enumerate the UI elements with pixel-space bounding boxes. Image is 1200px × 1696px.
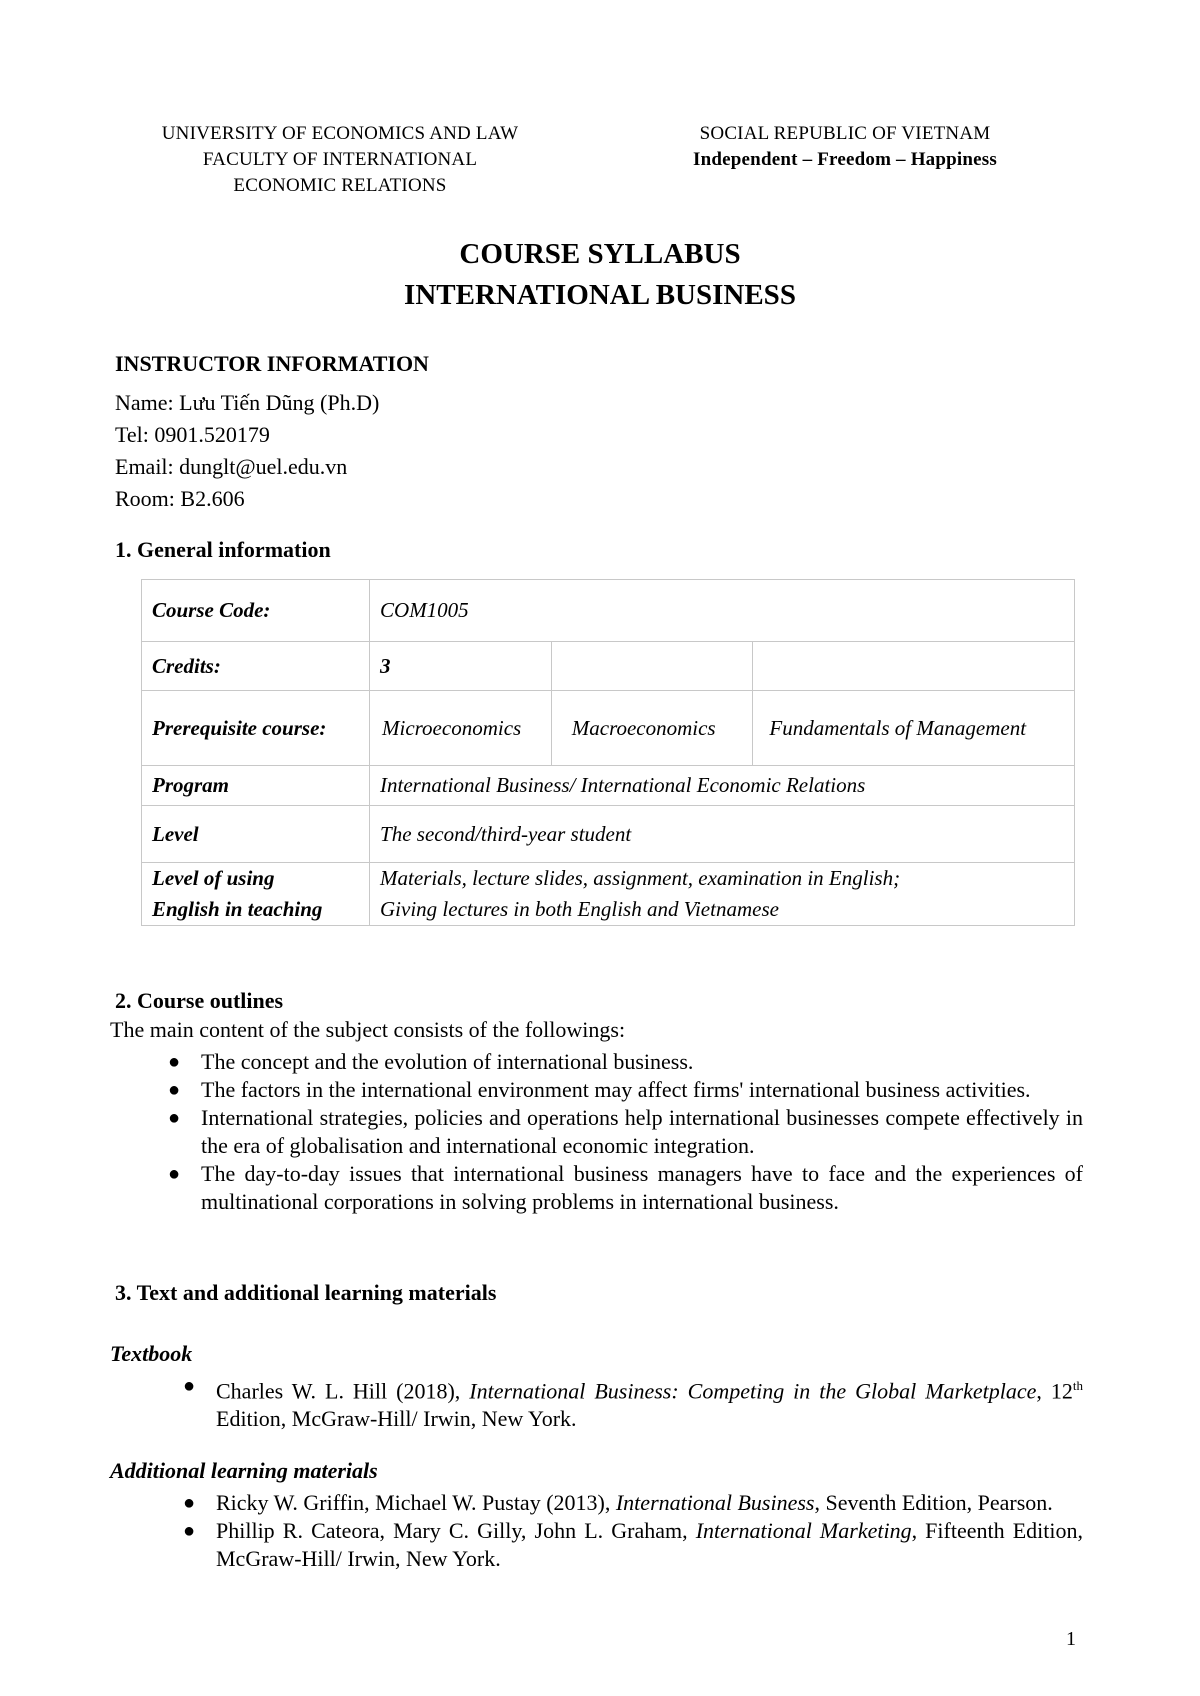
english-level-label-line2: English in teaching: [152, 897, 323, 921]
textbook-list: [183, 1372, 1083, 1433]
additional-materials-heading: Additional learning materials: [110, 1458, 378, 1483]
list-item: ● International strategies, policies and operations help international businesses compete effectively in the era of globalisation and international economic integration.: [168, 1105, 1083, 1158]
bullet-icon: ●: [183, 1520, 196, 1542]
faculty-name-line1: FACULTY OF INTERNATIONAL: [202, 149, 478, 170]
english-level-label-line1: Level of using: [152, 866, 275, 890]
faculty-name-line2: ECONOMIC RELATIONS: [233, 175, 447, 196]
section1-heading: 1. General information: [115, 537, 331, 562]
country-name: SOCIAL REPUBLIC OF VIETNAM: [699, 123, 991, 144]
bullet-icon: ●: [168, 1107, 181, 1129]
level-value: The second/third-year student: [370, 806, 1075, 863]
textbook-heading: Textbook: [110, 1341, 193, 1366]
country-header: [640, 121, 1050, 173]
country-motto: Independent – Freedom – Happiness: [693, 149, 997, 170]
instructor-info: [115, 351, 429, 515]
university-header: [100, 121, 580, 199]
table-row: [142, 766, 1075, 806]
table-row: [142, 863, 1075, 926]
list-item: ● Phillip R. Cateora, Mary C. Gilly, John L. Graham, International Marketing, Fifteenth Edition, McGraw-Hill/ Irwin, New York.: [183, 1518, 1083, 1571]
university-name: UNIVERSITY OF ECONOMICS AND LAW: [161, 123, 519, 144]
bullet-icon: ●: [183, 1492, 196, 1514]
course-title: INTERNATIONAL BUSINESS: [404, 279, 796, 311]
table-row: [142, 642, 1075, 691]
prereq-item: Fundamentals of Management: [753, 691, 1075, 766]
general-info-table: [141, 579, 1075, 926]
section3-heading: 3. Text and additional learning materials: [115, 1280, 497, 1305]
instructor-room: Room: B2.606: [115, 486, 245, 511]
instructor-email: Email: dunglt@uel.edu.vn: [115, 454, 348, 479]
credits-value: 3: [370, 642, 552, 691]
bullet-icon: ●: [183, 1375, 196, 1397]
list-item: ● Ricky W. Griffin, Michael W. Pustay (2013), International Business, Seventh Edition, Pearson.: [183, 1490, 1053, 1515]
prereq-label: Prerequisite course:: [142, 691, 370, 766]
additional-materials-list: [183, 1489, 1083, 1573]
instructor-tel: Tel: 0901.520179: [115, 422, 270, 447]
program-value: International Business/ International Economic Relations: [370, 766, 1075, 806]
list-item: ● The day-to-day issues that international business managers have to face and the experiences of multinational corporations in solving problems in international business.: [168, 1161, 1083, 1214]
level-label: Level: [142, 806, 370, 863]
bullet-icon: ●: [168, 1079, 181, 1101]
bullet-icon: ●: [168, 1163, 181, 1185]
course-code-value: COM1005: [370, 580, 1075, 642]
english-level-value-line1: Materials, lecture slides, assignment, examination in English;: [380, 866, 901, 890]
list-item: ● The concept and the evolution of international business.: [168, 1049, 694, 1074]
english-level-label: [142, 863, 370, 926]
program-label: Program: [142, 766, 370, 806]
english-level-value: [370, 863, 1075, 926]
course-code-label: Course Code:: [142, 580, 370, 642]
list-item: ● Charles W. L. Hill (2018), International Business: Competing in the Global Marketplace, 12th Edition, McGraw-Hill/ Irwin, New York.: [216, 1372, 1083, 1433]
table-row: [142, 580, 1075, 642]
instructor-name: Name: Lưu Tiến Dũng (Ph.D): [115, 390, 380, 415]
prereq-item: Macroeconomics: [551, 691, 753, 766]
prereq-item: Microeconomics: [370, 691, 552, 766]
empty-cell: [753, 642, 1075, 691]
list-item: ● The factors in the international environment may affect firms' international business activities.: [168, 1077, 1031, 1102]
table-row: [142, 806, 1075, 863]
course-outline-list: [168, 1048, 1083, 1216]
instructor-heading: INSTRUCTOR INFORMATION: [115, 351, 429, 376]
empty-cell: [551, 642, 753, 691]
section2-heading: 2. Course outlines: [115, 988, 284, 1013]
table-row: [142, 691, 1075, 766]
credits-label: Credits:: [142, 642, 370, 691]
bullet-icon: ●: [168, 1051, 181, 1073]
document-title: COURSE SYLLABUS: [459, 238, 741, 270]
english-level-value-line2: Giving lectures in both English and Vietnamese: [380, 897, 779, 921]
page-number: 1: [1066, 1628, 1076, 1650]
section2-intro: The main content of the subject consists of the followings:: [110, 1017, 626, 1042]
